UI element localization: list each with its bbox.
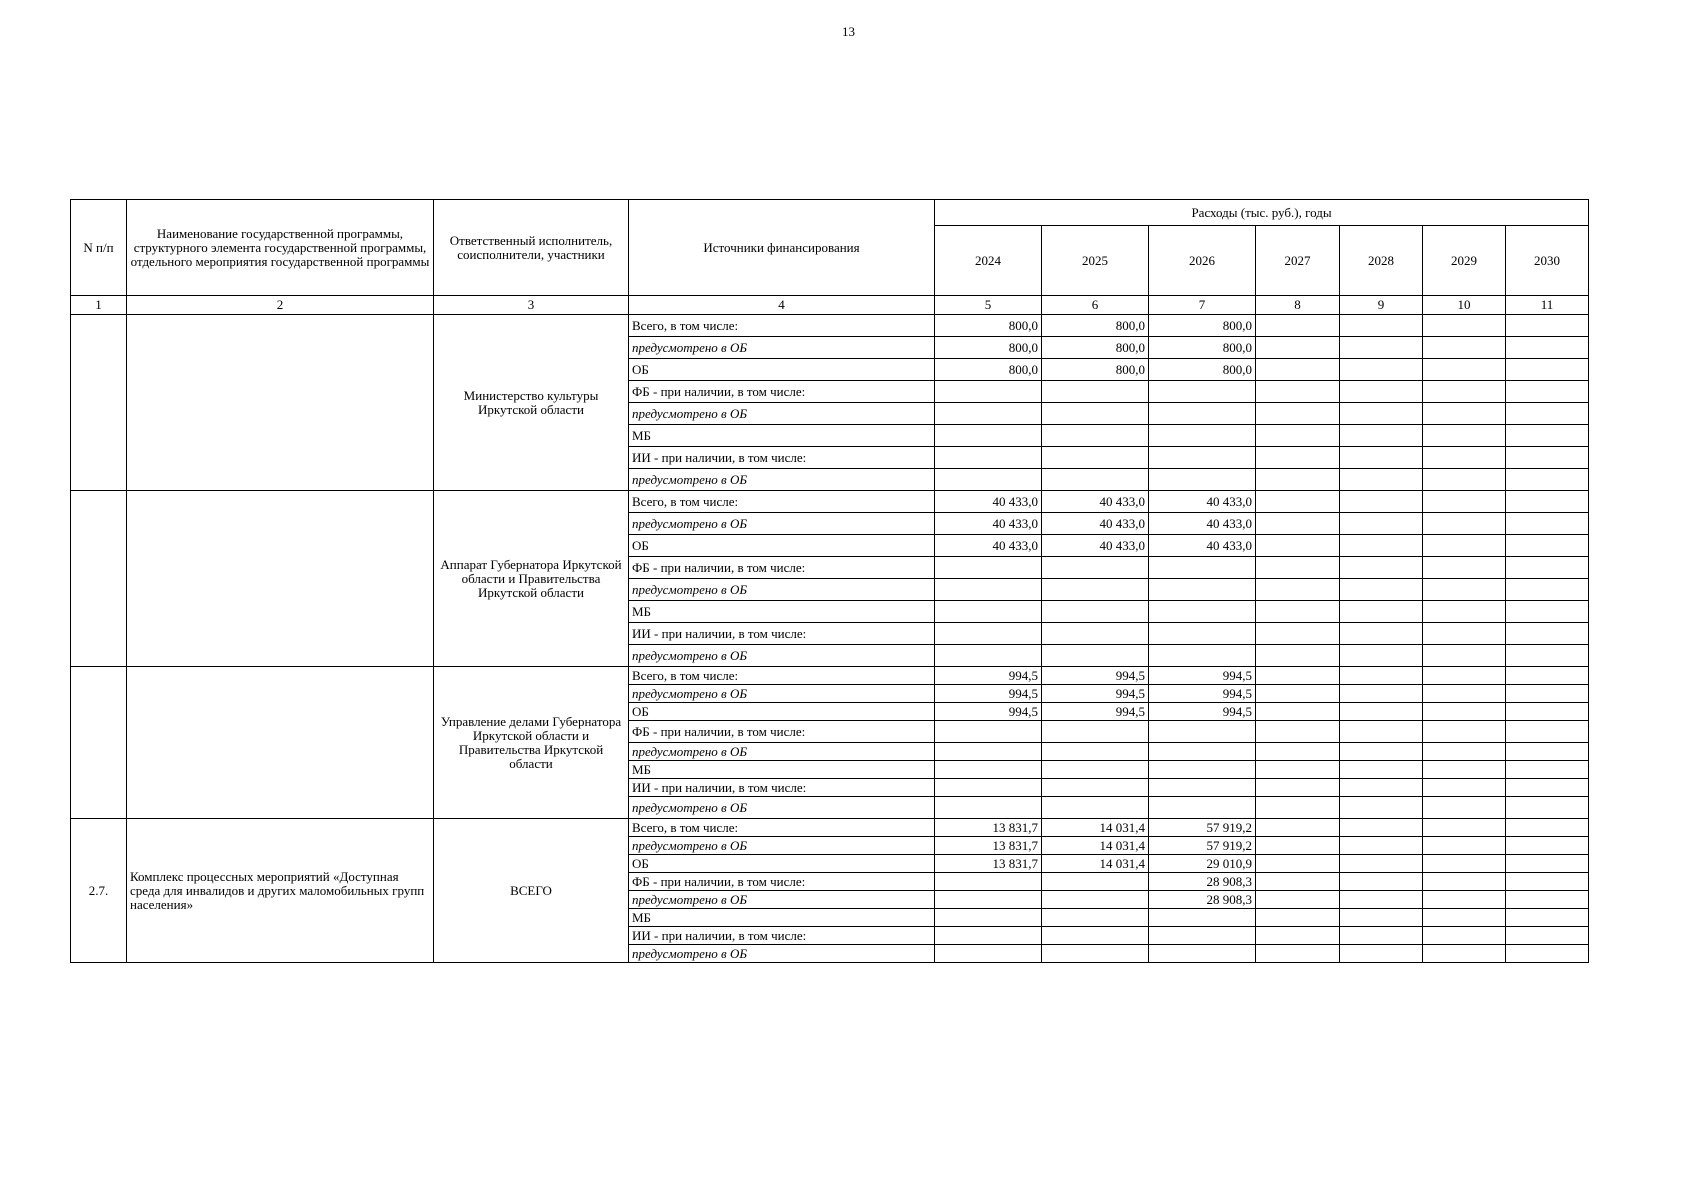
expense-value	[1256, 601, 1340, 623]
header-year: 2025	[1042, 226, 1149, 296]
expense-value	[1506, 579, 1589, 601]
column-number: 3	[434, 296, 629, 315]
column-number: 6	[1042, 296, 1149, 315]
expense-value	[1149, 381, 1256, 403]
expense-value	[935, 403, 1042, 425]
expense-value	[1149, 743, 1256, 761]
expense-value	[1340, 381, 1423, 403]
expense-value	[1506, 837, 1589, 855]
expense-value	[1423, 447, 1506, 469]
expense-value	[1042, 645, 1149, 667]
funding-source-label: МБ	[629, 761, 935, 779]
expense-value	[1256, 513, 1340, 535]
expense-value	[1423, 645, 1506, 667]
funding-source-label: ИИ - при наличии, в том числе:	[629, 623, 935, 645]
funding-source-label: предусмотрено в ОБ	[629, 743, 935, 761]
expense-value	[1256, 403, 1340, 425]
expense-value	[1340, 891, 1423, 909]
expense-value: 994,5	[935, 667, 1042, 685]
expense-value: 14 031,4	[1042, 855, 1149, 873]
expense-value	[935, 873, 1042, 891]
funding-source-label: предусмотрено в ОБ	[629, 579, 935, 601]
expense-value	[1042, 779, 1149, 797]
expense-value: 800,0	[1042, 315, 1149, 337]
expense-value: 800,0	[935, 359, 1042, 381]
expense-value	[1506, 645, 1589, 667]
expense-value	[1340, 927, 1423, 945]
table-row	[71, 315, 1589, 337]
expense-value	[1423, 535, 1506, 557]
expense-value	[1042, 601, 1149, 623]
expense-value	[935, 721, 1042, 743]
expense-value: 800,0	[1042, 359, 1149, 381]
expense-value	[1340, 579, 1423, 601]
column-number: 11	[1506, 296, 1589, 315]
funding-source-label: предусмотрено в ОБ	[629, 337, 935, 359]
expense-value	[1340, 447, 1423, 469]
table-body	[71, 296, 1589, 963]
expense-value	[1149, 645, 1256, 667]
expense-value	[1506, 909, 1589, 927]
expense-value	[1340, 403, 1423, 425]
funding-source-label: МБ	[629, 909, 935, 927]
expense-value: 57 919,2	[1149, 837, 1256, 855]
expense-value	[1340, 623, 1423, 645]
expense-value	[935, 891, 1042, 909]
expense-value	[1149, 945, 1256, 963]
expense-value	[935, 761, 1042, 779]
expense-value	[935, 425, 1042, 447]
expense-value	[1042, 797, 1149, 819]
expense-value	[1423, 779, 1506, 797]
expense-value	[1423, 703, 1506, 721]
funding-source-label: предусмотрено в ОБ	[629, 403, 935, 425]
funding-source-label: предусмотрено в ОБ	[629, 945, 935, 963]
expense-value	[1423, 685, 1506, 703]
expense-value: 40 433,0	[1149, 513, 1256, 535]
expense-value	[1256, 837, 1340, 855]
expense-value	[1149, 447, 1256, 469]
expense-value	[1340, 837, 1423, 855]
expense-value	[1256, 909, 1340, 927]
expense-value: 800,0	[1149, 337, 1256, 359]
expense-value	[1256, 761, 1340, 779]
expense-value	[1042, 721, 1149, 743]
funding-source-label: предусмотрено в ОБ	[629, 891, 935, 909]
expense-value	[1256, 359, 1340, 381]
expense-value	[1506, 425, 1589, 447]
funding-source-label: Всего, в том числе:	[629, 667, 935, 685]
expense-value: 29 010,9	[1149, 855, 1256, 873]
expense-value: 28 908,3	[1149, 891, 1256, 909]
funding-source-label: ФБ - при наличии, в том числе:	[629, 381, 935, 403]
expense-value	[1506, 381, 1589, 403]
expense-value	[1256, 667, 1340, 685]
expense-value	[1506, 535, 1589, 557]
header-year: 2029	[1423, 226, 1506, 296]
row-number: 2.7.	[71, 819, 127, 963]
expense-value	[1256, 703, 1340, 721]
expense-value	[1042, 873, 1149, 891]
funding-source-label: предусмотрено в ОБ	[629, 645, 935, 667]
expense-value	[1042, 761, 1149, 779]
expense-value	[1506, 469, 1589, 491]
expense-value	[1340, 315, 1423, 337]
expense-value	[1340, 535, 1423, 557]
row-number	[71, 667, 127, 819]
expense-value	[935, 945, 1042, 963]
expense-value	[1149, 623, 1256, 645]
expense-value	[1506, 743, 1589, 761]
funding-source-label: ОБ	[629, 535, 935, 557]
expense-value	[935, 797, 1042, 819]
expense-value	[1042, 425, 1149, 447]
expense-value	[1256, 685, 1340, 703]
expense-value	[1423, 891, 1506, 909]
expense-value	[1340, 855, 1423, 873]
funding-source-label: ФБ - при наличии, в том числе:	[629, 873, 935, 891]
expense-value: 994,5	[1149, 703, 1256, 721]
expense-value	[1506, 721, 1589, 743]
expense-value	[935, 645, 1042, 667]
funding-source-label: предусмотрено в ОБ	[629, 469, 935, 491]
expense-value: 40 433,0	[935, 535, 1042, 557]
expense-value	[1423, 761, 1506, 779]
expense-value	[1256, 873, 1340, 891]
expense-value	[1340, 491, 1423, 513]
row-number	[71, 315, 127, 491]
expense-value	[1340, 779, 1423, 797]
expense-value	[935, 557, 1042, 579]
expense-value	[1340, 513, 1423, 535]
expense-value	[1423, 743, 1506, 761]
expense-value: 994,5	[1149, 685, 1256, 703]
expense-value	[1423, 601, 1506, 623]
program-name	[127, 667, 434, 819]
funding-source-label: предусмотрено в ОБ	[629, 837, 935, 855]
expense-value	[1149, 909, 1256, 927]
expense-value: 800,0	[935, 315, 1042, 337]
expense-value	[1506, 779, 1589, 797]
expense-value	[1506, 447, 1589, 469]
expense-value: 800,0	[1149, 315, 1256, 337]
expense-value: 994,5	[1042, 703, 1149, 721]
expense-value: 40 433,0	[1042, 535, 1149, 557]
expense-value	[1506, 945, 1589, 963]
expense-value	[1340, 601, 1423, 623]
executor-name: Министерство культуры Иркутской области	[434, 315, 629, 491]
expense-value	[1506, 761, 1589, 779]
table-row	[71, 819, 1589, 837]
column-number: 4	[629, 296, 935, 315]
expense-value	[1340, 703, 1423, 721]
page-number: 13	[842, 24, 855, 39]
expense-value: 57 919,2	[1149, 819, 1256, 837]
expense-value	[1506, 513, 1589, 535]
expense-value	[1423, 797, 1506, 819]
column-number: 8	[1256, 296, 1340, 315]
expense-value	[1423, 721, 1506, 743]
expense-value: 40 433,0	[1042, 491, 1149, 513]
header-executor: Ответственный исполнитель, соисполнители, участники	[434, 200, 629, 296]
expense-value	[1423, 623, 1506, 645]
expense-value: 14 031,4	[1042, 819, 1149, 837]
expense-value	[1256, 337, 1340, 359]
expense-value	[1042, 623, 1149, 645]
expense-value	[1423, 337, 1506, 359]
column-number: 2	[127, 296, 434, 315]
funding-source-label: ИИ - при наличии, в том числе:	[629, 927, 935, 945]
expense-value	[935, 447, 1042, 469]
expense-value: 40 433,0	[935, 513, 1042, 535]
expense-value	[1256, 623, 1340, 645]
executor-name: Управление делами Губернатора Иркутской области и Правительства Иркутской области	[434, 667, 629, 819]
expense-value	[1256, 797, 1340, 819]
expense-value	[1506, 819, 1589, 837]
expense-value	[1042, 927, 1149, 945]
financing-table	[70, 199, 1589, 963]
column-number: 5	[935, 296, 1042, 315]
expense-value	[1256, 579, 1340, 601]
header-num: N п/п	[71, 200, 127, 296]
expense-value: 40 433,0	[935, 491, 1042, 513]
header-year: 2028	[1340, 226, 1423, 296]
expense-value	[935, 779, 1042, 797]
funding-source-label: предусмотрено в ОБ	[629, 797, 935, 819]
expense-value	[1423, 491, 1506, 513]
expense-value	[1340, 945, 1423, 963]
funding-source-label: Всего, в том числе:	[629, 491, 935, 513]
expense-value	[1042, 557, 1149, 579]
funding-source-label: ОБ	[629, 703, 935, 721]
expense-value	[1423, 855, 1506, 873]
expense-value: 14 031,4	[1042, 837, 1149, 855]
expense-value	[935, 623, 1042, 645]
expense-value: 994,5	[935, 703, 1042, 721]
expense-value	[1506, 315, 1589, 337]
expense-value	[1042, 579, 1149, 601]
expense-value	[1256, 819, 1340, 837]
expense-value	[1506, 927, 1589, 945]
expense-value	[1506, 891, 1589, 909]
table-row	[71, 491, 1589, 513]
expense-value	[1256, 557, 1340, 579]
expense-value	[1042, 447, 1149, 469]
expense-value	[935, 579, 1042, 601]
program-name	[127, 491, 434, 667]
expense-value	[1423, 381, 1506, 403]
expense-value	[1423, 873, 1506, 891]
expense-value	[1256, 927, 1340, 945]
expense-value	[935, 743, 1042, 761]
header-source: Источники финансирования	[629, 200, 935, 296]
expense-value	[1042, 891, 1149, 909]
funding-source-label: предусмотрено в ОБ	[629, 513, 935, 535]
expense-value: 994,5	[1042, 685, 1149, 703]
expense-value	[1256, 855, 1340, 873]
funding-source-label: МБ	[629, 425, 935, 447]
expense-value	[1149, 425, 1256, 447]
program-name	[127, 315, 434, 491]
expense-value	[1149, 761, 1256, 779]
funding-source-label: ИИ - при наличии, в том числе:	[629, 447, 935, 469]
expense-value	[1256, 469, 1340, 491]
expense-value: 40 433,0	[1042, 513, 1149, 535]
expense-value	[1423, 513, 1506, 535]
expense-value	[1506, 557, 1589, 579]
expense-value	[1340, 873, 1423, 891]
column-number-row	[71, 296, 1589, 315]
expense-value	[1256, 491, 1340, 513]
expense-value: 40 433,0	[1149, 535, 1256, 557]
expense-value	[935, 381, 1042, 403]
expense-value	[1149, 579, 1256, 601]
expense-value	[1256, 721, 1340, 743]
expense-value	[1506, 703, 1589, 721]
expense-value	[1423, 425, 1506, 447]
column-number: 7	[1149, 296, 1256, 315]
expense-value	[1506, 601, 1589, 623]
expense-value	[1340, 819, 1423, 837]
expense-value	[935, 909, 1042, 927]
expense-value	[1423, 819, 1506, 837]
expense-value	[1423, 927, 1506, 945]
expense-value	[1506, 491, 1589, 513]
expense-value	[1042, 945, 1149, 963]
expense-value	[1042, 469, 1149, 491]
expense-value	[1149, 469, 1256, 491]
expense-value	[1042, 381, 1149, 403]
funding-source-label: МБ	[629, 601, 935, 623]
header-year: 2027	[1256, 226, 1340, 296]
expense-value	[1256, 447, 1340, 469]
expense-value: 994,5	[1042, 667, 1149, 685]
table-row	[71, 667, 1589, 685]
expense-value	[1506, 403, 1589, 425]
funding-source-label: ОБ	[629, 855, 935, 873]
column-number: 9	[1340, 296, 1423, 315]
expense-value	[1340, 685, 1423, 703]
expense-value	[935, 927, 1042, 945]
expense-value	[1149, 797, 1256, 819]
program-name: Комплекс процессных мероприятий «Доступная среда для инвалидов и других маломобильных групп населения»	[127, 819, 434, 963]
funding-source-label: Всего, в том числе:	[629, 315, 935, 337]
expense-value	[1256, 535, 1340, 557]
expense-value	[1042, 909, 1149, 927]
header-year: 2024	[935, 226, 1042, 296]
expense-value: 800,0	[1042, 337, 1149, 359]
expense-value	[1256, 779, 1340, 797]
row-number	[71, 491, 127, 667]
expense-value	[1340, 797, 1423, 819]
header-expenses: Расходы (тыс. руб.), годы	[935, 200, 1589, 226]
expense-value	[1149, 403, 1256, 425]
expense-value	[1042, 743, 1149, 761]
expense-value	[1149, 601, 1256, 623]
expense-value	[935, 601, 1042, 623]
expense-value	[1423, 579, 1506, 601]
executor-name: Аппарат Губернатора Иркутской области и Правительства Иркутской области	[434, 491, 629, 667]
funding-source-label: предусмотрено в ОБ	[629, 685, 935, 703]
expense-value	[1423, 909, 1506, 927]
column-number: 1	[71, 296, 127, 315]
expense-value	[1340, 761, 1423, 779]
expense-value	[1256, 945, 1340, 963]
expense-value	[1256, 315, 1340, 337]
expense-value	[1149, 779, 1256, 797]
expense-value	[1423, 667, 1506, 685]
expense-value	[1506, 359, 1589, 381]
expense-value: 994,5	[1149, 667, 1256, 685]
expense-value	[1506, 855, 1589, 873]
expense-value	[1149, 557, 1256, 579]
expense-value	[1149, 927, 1256, 945]
expense-value	[1423, 469, 1506, 491]
expense-value: 800,0	[1149, 359, 1256, 381]
funding-source-label: ИИ - при наличии, в том числе:	[629, 779, 935, 797]
header-program-name: Наименование государственной программы, структурного элемента государственной программы, отдельного мероприятия государственной программы	[127, 200, 434, 296]
expense-value	[1340, 721, 1423, 743]
expense-value	[1506, 337, 1589, 359]
expense-value	[1340, 667, 1423, 685]
header-year: 2026	[1149, 226, 1256, 296]
expense-value	[1256, 743, 1340, 761]
expense-value	[1149, 721, 1256, 743]
expense-value	[1340, 359, 1423, 381]
expense-value	[1340, 557, 1423, 579]
funding-source-label: ФБ - при наличии, в том числе:	[629, 721, 935, 743]
executor-name: ВСЕГО	[434, 819, 629, 963]
expense-value	[1506, 685, 1589, 703]
expense-value	[1340, 337, 1423, 359]
funding-source-label: Всего, в том числе:	[629, 819, 935, 837]
expense-value	[1423, 945, 1506, 963]
funding-source-label: ФБ - при наличии, в том числе:	[629, 557, 935, 579]
expense-value: 13 831,7	[935, 837, 1042, 855]
expense-value	[1042, 403, 1149, 425]
expense-value	[935, 469, 1042, 491]
expense-value	[1423, 403, 1506, 425]
expense-value	[1423, 837, 1506, 855]
column-number: 10	[1423, 296, 1506, 315]
expense-value: 28 908,3	[1149, 873, 1256, 891]
expense-value	[1340, 743, 1423, 761]
expense-value	[1423, 359, 1506, 381]
expense-value	[1423, 557, 1506, 579]
expense-value	[1340, 469, 1423, 491]
expense-value	[1506, 623, 1589, 645]
header-year: 2030	[1506, 226, 1589, 296]
expense-value	[1423, 315, 1506, 337]
funding-source-label: ОБ	[629, 359, 935, 381]
expense-value	[1506, 667, 1589, 685]
expense-value	[1506, 873, 1589, 891]
expense-value: 40 433,0	[1149, 491, 1256, 513]
expense-value	[1340, 425, 1423, 447]
expense-value	[1256, 891, 1340, 909]
expense-value	[1256, 381, 1340, 403]
expense-value: 994,5	[935, 685, 1042, 703]
expense-value	[1506, 797, 1589, 819]
expense-value	[1340, 909, 1423, 927]
expense-value: 13 831,7	[935, 819, 1042, 837]
expense-value	[1256, 645, 1340, 667]
expense-value	[1256, 425, 1340, 447]
expense-value: 13 831,7	[935, 855, 1042, 873]
expense-value: 800,0	[935, 337, 1042, 359]
expense-value	[1340, 645, 1423, 667]
